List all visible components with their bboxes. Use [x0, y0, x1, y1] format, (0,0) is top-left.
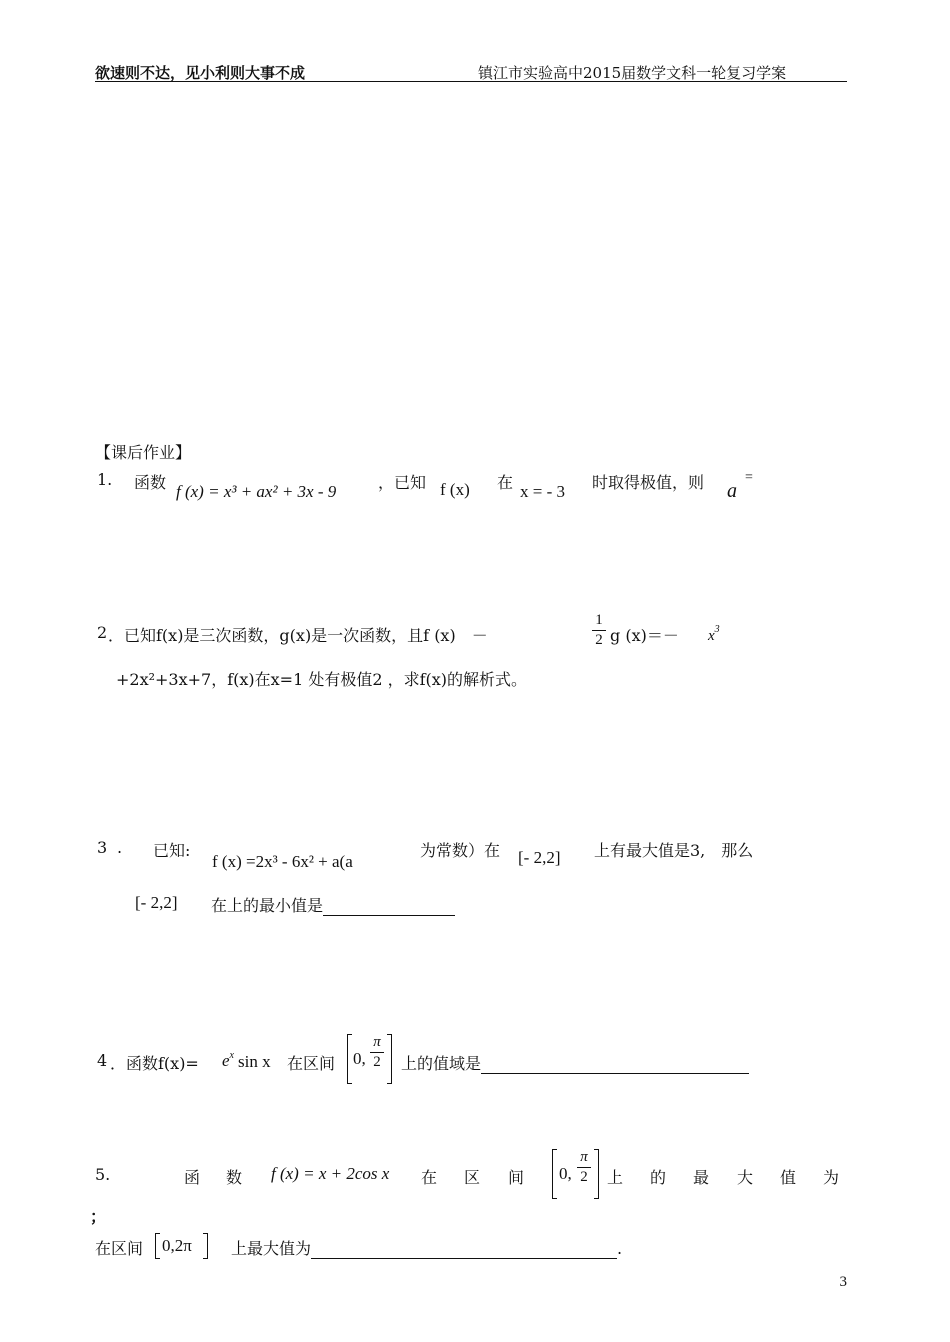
q5-line2-tail: 上最大值为 .	[231, 1239, 623, 1258]
q5-line2-lead: 在区间	[95, 1239, 144, 1258]
q5-fraction: π 2	[577, 1149, 591, 1186]
q5-w3: 在	[421, 1168, 438, 1187]
header-motto: 欲速则不达，见小利则大事不成	[95, 64, 306, 82]
q2-number: 2	[97, 623, 108, 642]
q5-bracket-left	[552, 1149, 557, 1199]
q1-number: 1.	[97, 470, 113, 489]
q5-w1: 函	[184, 1168, 201, 1187]
q4-number: 4	[97, 1051, 108, 1070]
q3-line2-interval: [- 2,2]	[135, 893, 178, 912]
q5-w6: 上	[607, 1168, 624, 1187]
q3-answer-blank[interactable]	[323, 897, 455, 916]
q4-bracket-left	[347, 1034, 352, 1084]
q4-region: 在区间	[287, 1054, 336, 1073]
q3-interval: [- 2,2]	[518, 848, 561, 867]
q4-answer-blank[interactable]	[481, 1055, 749, 1074]
q2-fraction	[592, 612, 606, 649]
q3-paren: 为常数）在	[420, 841, 501, 860]
header-title: 镇江市实验高中2015届数学文科一轮复习学案	[478, 64, 787, 82]
section-title: 【课后作业】	[95, 443, 192, 462]
q2-frac-num: 1	[595, 612, 603, 628]
q5-w4: 区	[464, 1168, 481, 1187]
q5-w7: 的	[650, 1168, 667, 1187]
q2-after-frac: g (x)＝－	[610, 626, 679, 645]
q2-frac-den: 2	[595, 632, 603, 648]
q1-at: 在	[497, 473, 514, 492]
q5-zero: 0,	[559, 1164, 572, 1183]
q4-zero: 0,	[353, 1049, 366, 1068]
q5-interval2-bracket-left	[155, 1233, 160, 1259]
q2-line1: ．已知f(x)是三次函数，g(x)是一次函数，且f (x) －	[108, 626, 488, 645]
q5-bracket-right	[594, 1149, 599, 1199]
q5-function: f (x) = x + 2cos x	[271, 1164, 390, 1183]
q5-interval2-bracket-right	[203, 1233, 208, 1259]
q3-line2-text: 在上的最小值是	[211, 893, 455, 916]
q2-x-cubed: $x^3$	[708, 624, 720, 644]
q1-fx: f (x)	[440, 480, 470, 499]
q5-w9: 大	[737, 1168, 754, 1187]
q4-sin: sin x	[238, 1052, 271, 1071]
header-rule	[95, 81, 847, 82]
q5-w5: 间	[508, 1168, 525, 1187]
q1-function: f (x) = x³ + ax² + 3x - 9	[176, 482, 337, 501]
q3-tail: 上有最大值是3, 那么	[594, 841, 754, 860]
q5-number: 5.	[95, 1165, 111, 1184]
q5-w2: 数	[226, 1168, 243, 1187]
q1-tail: 时取得极值，则	[592, 473, 705, 492]
q3-function: f (x) =2x³ - 6x² + a(a	[212, 852, 353, 871]
page-number: 3	[839, 1274, 847, 1290]
q3-dot: .	[117, 838, 123, 857]
q1-a: a	[727, 480, 737, 502]
q5-answer-blank[interactable]	[311, 1240, 617, 1259]
q4-exp: $e^x$	[222, 1050, 234, 1070]
q5-interval2: 0,2π	[162, 1236, 192, 1255]
q4-tail: 上的值域是	[401, 1051, 749, 1074]
q5-semicolon: ；	[90, 1207, 107, 1226]
q3-number: 3	[97, 838, 108, 857]
q3-lead: 已知:	[153, 841, 191, 860]
q5-w8: 最	[693, 1168, 710, 1187]
q5-w11: 为	[823, 1168, 840, 1187]
q1-xval: x = - 3	[520, 482, 565, 501]
q1-mid: ，已知	[378, 473, 427, 492]
q5-w10: 值	[780, 1168, 797, 1187]
q4-bracket-right	[387, 1034, 392, 1084]
q4-fraction: π 2	[370, 1034, 384, 1071]
q2-line2: +2x²+3x+7，f(x)在x=1 处有极值2 ，求f(x)的解析式。	[116, 670, 528, 689]
q1-lead: 函数	[134, 473, 167, 492]
q2-frac-bar	[592, 630, 606, 631]
q4-text-a: ．函数f(x)=	[110, 1054, 199, 1073]
q1-eq: =	[745, 470, 753, 485]
